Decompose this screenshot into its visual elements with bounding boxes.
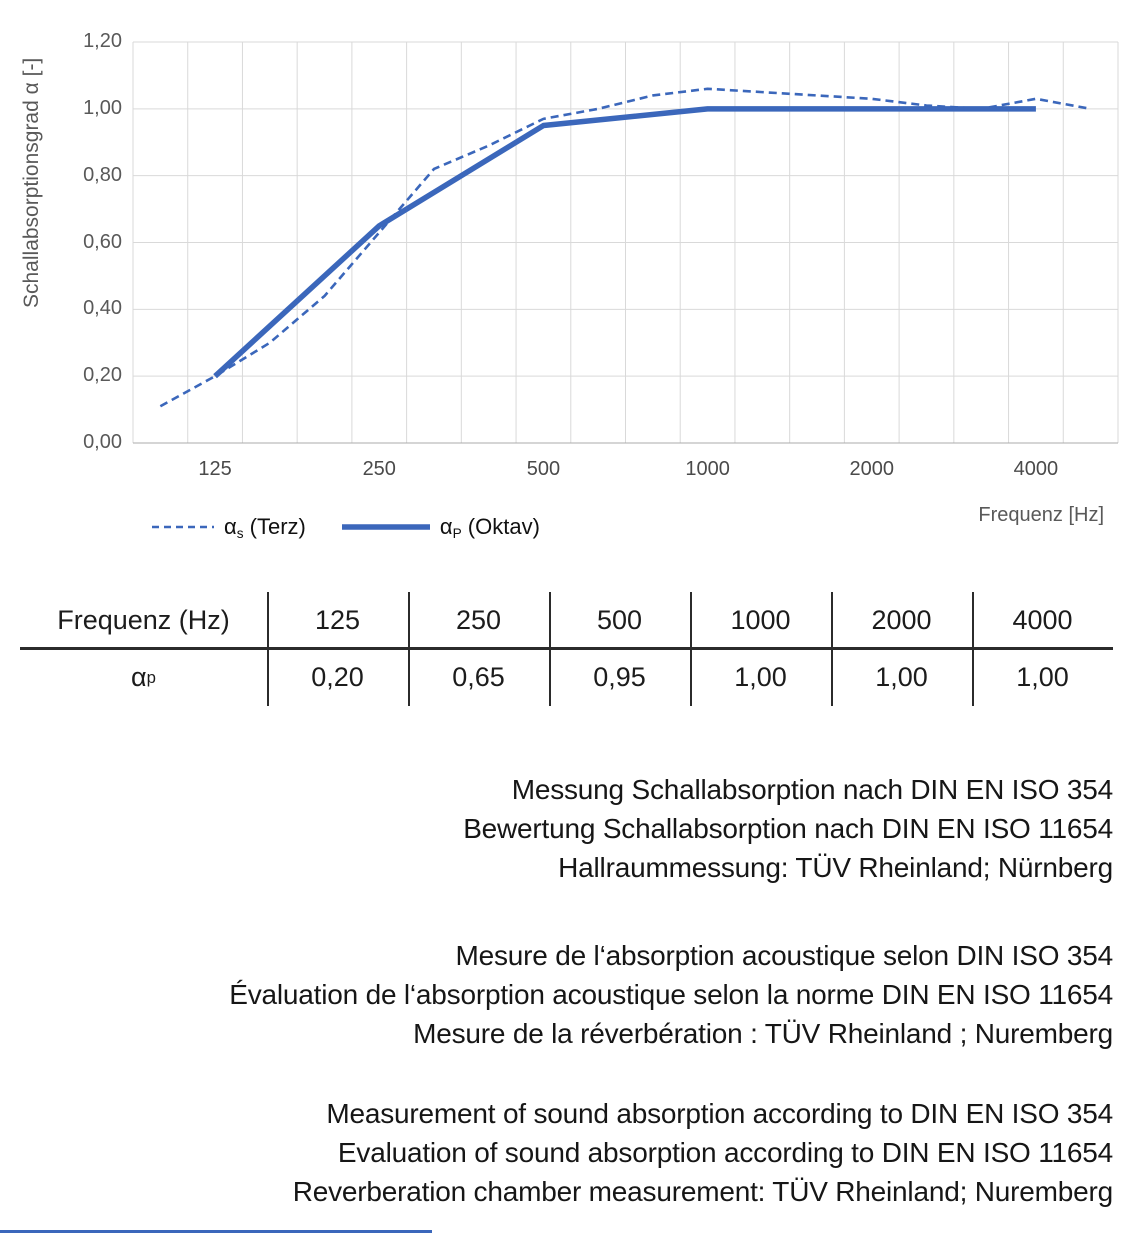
note-line: Évaluation de l‘absorption acoustique selon la norme DIN EN ISO 11654 — [229, 979, 1113, 1010]
note-french — [229, 936, 1113, 1053]
table-row-divider — [20, 647, 1113, 650]
table-header-value: 500 — [596, 605, 643, 635]
table-header-value: 4000 — [1012, 605, 1073, 635]
x-tick-label: 4000 — [1013, 458, 1059, 480]
table-header-value: 125 — [314, 605, 361, 635]
legend-solid-sample-icon — [342, 523, 430, 531]
note-line: Mesure de l‘absorption acoustique selon DIN ISO 354 — [455, 940, 1113, 971]
table-value-cell: 0,20 — [311, 662, 364, 692]
legend-item-solid — [342, 514, 540, 541]
y-tick-label: 0,60 — [83, 230, 122, 253]
legend-dashed-sample-icon — [152, 523, 214, 531]
table-header-value: 250 — [455, 605, 502, 635]
note-german — [463, 770, 1113, 887]
x-tick-label: 125 — [198, 458, 232, 480]
absorption-line-chart — [133, 42, 1118, 443]
table-header-value: 1000 — [730, 605, 791, 635]
note-line: Mesure de la réverbération : TÜV Rheinland ; Nuremberg — [413, 1018, 1113, 1049]
x-tick-label: 500 — [526, 458, 561, 480]
note-line: Bewertung Schallabsorption nach DIN EN ISO 11654 — [463, 813, 1113, 844]
table-value-cell: 0,65 — [452, 662, 505, 692]
x-tick-label: 250 — [362, 458, 396, 480]
table-row-label-alpha-p — [20, 649, 267, 706]
note-line: Messung Schallabsorption nach DIN EN ISO 354 — [511, 774, 1113, 805]
legend-label-part: s — [236, 525, 244, 541]
table-value-cell: 1,00 — [875, 662, 928, 692]
table-header-frequency: Frequenz (Hz) — [57, 605, 230, 635]
legend-label — [440, 514, 540, 541]
y-tick-label: 0,80 — [83, 163, 122, 186]
y-tick-label: 1,20 — [83, 30, 122, 52]
table-value-cell: 0,95 — [593, 662, 646, 692]
legend-label-part: (Terz) — [243, 514, 306, 539]
chart-legend — [152, 514, 540, 541]
y-axis-title: Schallabsorptionsgrad α [-] — [20, 57, 43, 308]
legend-label-part: α — [439, 514, 453, 539]
note-english — [293, 1094, 1113, 1211]
x-axis-title: Frequenz [Hz] — [978, 504, 1104, 526]
table-value-cell: 1,00 — [1016, 662, 1069, 692]
legend-item-dashed — [152, 514, 306, 541]
legend-label-part: α — [224, 514, 237, 539]
legend-label-part: P — [452, 525, 462, 541]
x-tick-label: 2000 — [849, 458, 894, 480]
table-value-cell: 1,00 — [734, 662, 787, 692]
y-tick-label: 0,20 — [83, 364, 122, 387]
x-tick-label: 1000 — [685, 458, 730, 480]
y-tick-label: 0,00 — [83, 431, 122, 453]
y-tick-label: 0,40 — [83, 297, 122, 320]
y-tick-label: 1,00 — [83, 96, 122, 119]
table-header-value: 2000 — [871, 605, 932, 635]
table-row-label-part: p — [146, 667, 156, 687]
bottom-accent-line — [0, 1230, 432, 1233]
absorption-table — [20, 592, 1113, 706]
note-line: Hallraummessung: TÜV Rheinland; Nürnberg — [558, 852, 1113, 883]
table-row-label-part: α — [131, 662, 147, 692]
legend-label-part: (Oktav) — [461, 514, 540, 539]
note-line: Measurement of sound absorption according to DIN EN ISO 354 — [326, 1098, 1113, 1129]
note-line: Reverberation chamber measurement: TÜV Rheinland; Nuremberg — [292, 1176, 1113, 1207]
legend-label — [224, 514, 306, 541]
note-line: Evaluation of sound absorption according to DIN EN ISO 11654 — [337, 1137, 1113, 1168]
